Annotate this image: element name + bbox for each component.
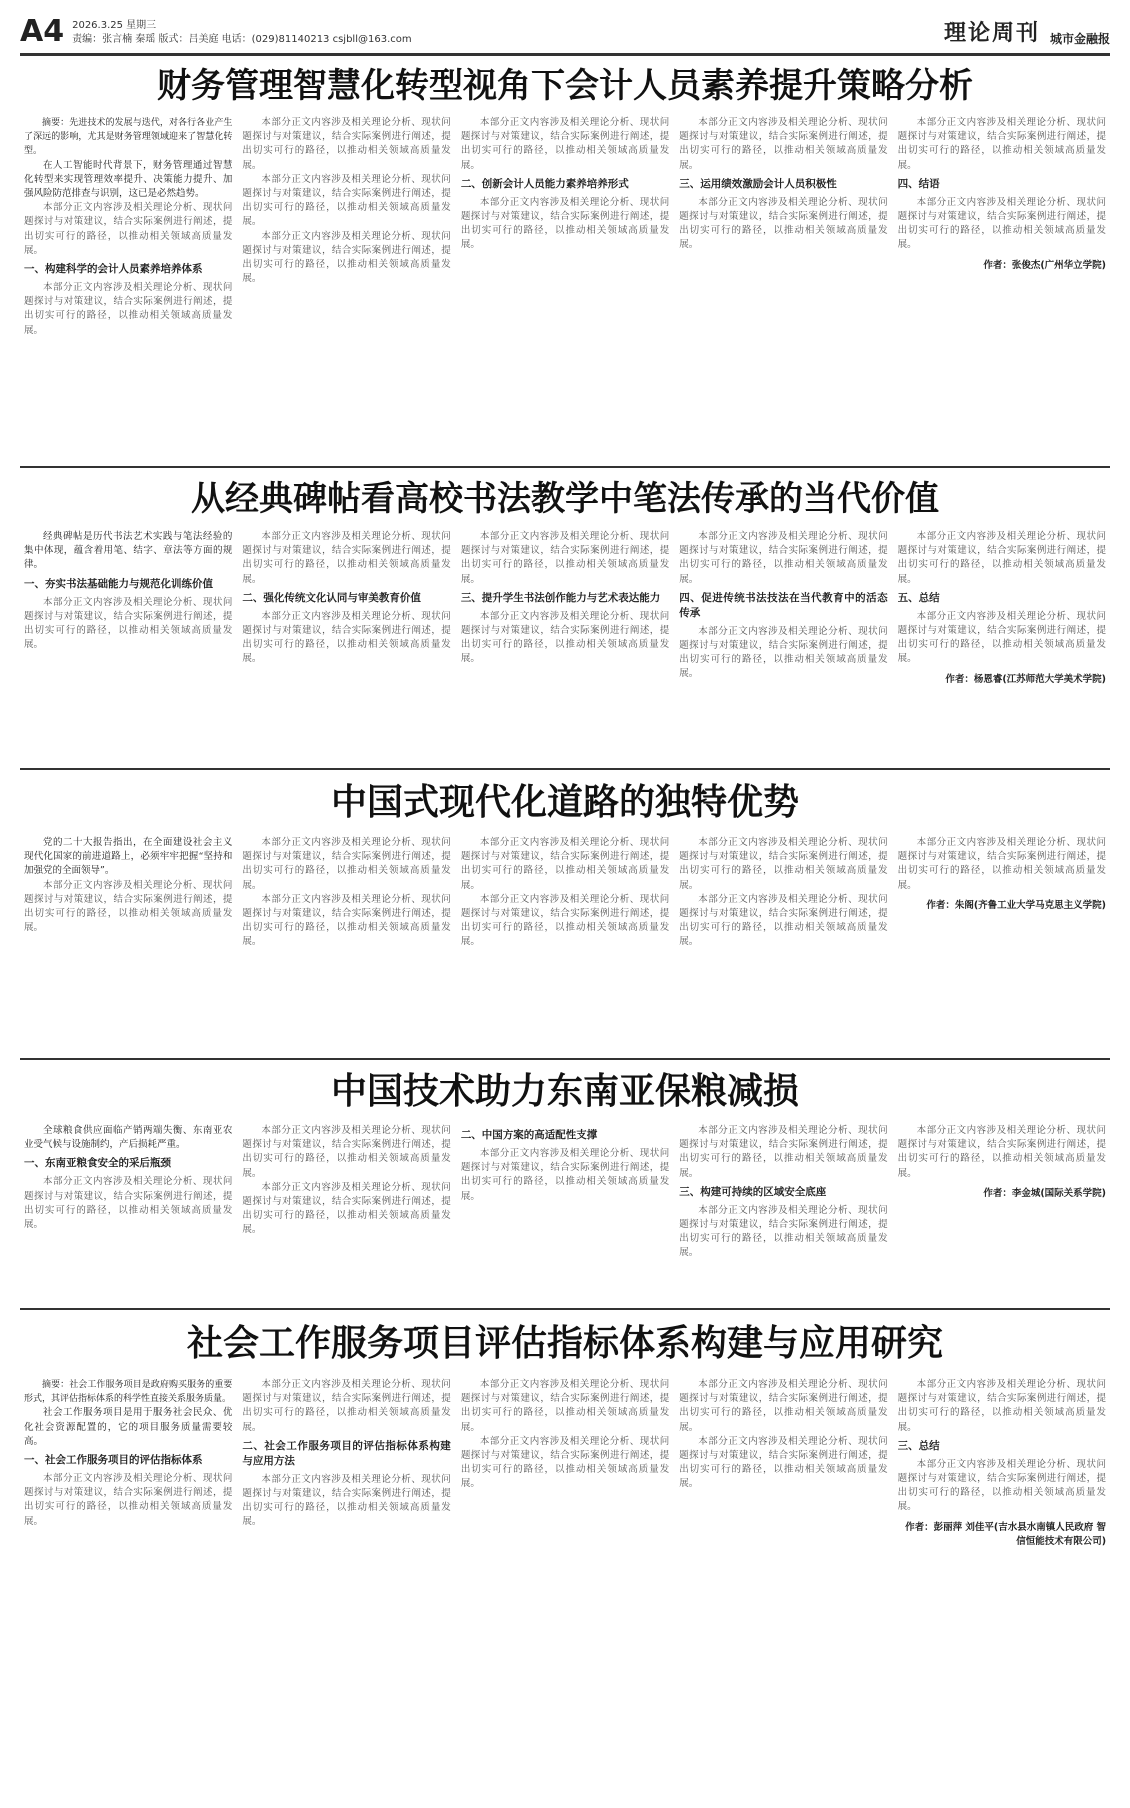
section-heading: 三、运用绩效激励会计人员积极性 [679, 177, 837, 190]
intro-paragraph: 全球粮食供应面临产销两端失衡、东南亚农业受气候与设施制约，产后损耗严重。 [24, 1125, 233, 1151]
section-heading: 三、提升学生书法创作能力与艺术表达能力 [460, 591, 661, 604]
body-text: 本部分正文内容涉及相关理论分析、现状问题探讨与对策建议，结合实际案例进行阐述，提出切实可行的路径，以推动相关领域高质量发展。 [242, 893, 451, 948]
article-column [679, 836, 887, 1050]
article-column [898, 1378, 1106, 1758]
body-text: 本部分正文内容涉及相关理论分析、现状问题探讨与对策建议，结合实际案例进行阐述，提出切实可行的路径，以推动相关领域高质量发展。 [679, 531, 888, 585]
article-column [242, 1378, 450, 1758]
body-text: 本部分正文内容涉及相关理论分析、现状问题探讨与对策建议，结合实际案例进行阐述，提出切实可行的路径，以推动相关领域高质量发展。 [460, 196, 670, 251]
body-text: 本部分正文内容涉及相关理论分析、现状问题探讨与对策建议，结合实际案例进行阐述，提出切实可行的路径，以推动相关领域高质量发展。 [897, 531, 1107, 585]
body-text: 本部分正文内容涉及相关理论分析、现状问题探讨与对策建议，结合实际案例进行阐述，提出切实可行的路径，以推动相关领域高质量发展。 [679, 1379, 888, 1433]
article-column [24, 530, 232, 758]
intro-paragraph: 党的二十大报告指出，在全面建设社会主义现代化国家的前进道路上，必须牢牢把握“坚持和加强党的全面领导”。 [24, 837, 233, 877]
body-text: 本部分正文内容涉及相关理论分析、现状问题探讨与对策建议，结合实际案例进行阐述，提出切实可行的路径，以推动相关领域高质量发展。 [460, 610, 670, 665]
body-text: 本部分正文内容涉及相关理论分析、现状问题探讨与对策建议，结合实际案例进行阐述，提出切实可行的路径，以推动相关领域高质量发展。 [460, 893, 670, 948]
body-text: 本部分正文内容涉及相关理论分析、现状问题探讨与对策建议，结合实际案例进行阐述，提出切实可行的路径，以推动相关领域高质量发展。 [897, 117, 1107, 171]
headline: 社会工作服务项目评估指标体系构建与应用研究 [186, 1323, 943, 1364]
article-column [24, 1124, 232, 1302]
body-text: 本部分正文内容涉及相关理论分析、现状问题探讨与对策建议，结合实际案例进行阐述，提出切实可行的路径，以推动相关领域高质量发展。 [24, 879, 233, 934]
intro-paragraph: 社会工作服务项目是用于服务社会民众、优化社会资源配置的，它的项目服务质量需要较高。 [24, 1407, 233, 1447]
body-text: 本部分正文内容涉及相关理论分析、现状问题探讨与对策建议，结合实际案例进行阐述，提出切实可行的路径，以推动相关领域高质量发展。 [24, 202, 233, 256]
page-number: A4 [20, 14, 65, 49]
body-text: 本部分正文内容涉及相关理论分析、现状问题探讨与对策建议，结合实际案例进行阐述，提出切实可行的路径，以推动相关领域高质量发展。 [679, 196, 888, 251]
body-text: 本部分正文内容涉及相关理论分析、现状问题探讨与对策建议，结合实际案例进行阐述，提出切实可行的路径，以推动相关领域高质量发展。 [460, 117, 670, 171]
section-heading: 四、促进传统书法技法在当代教育中的活态传承 [679, 591, 888, 619]
author-line: 作者：张俊杰(广州华立学院) [983, 259, 1107, 271]
page-header [20, 0, 1110, 56]
article-column [242, 116, 450, 456]
body-text: 本部分正文内容涉及相关理论分析、现状问题探讨与对策建议，结合实际案例进行阐述，提出切实可行的路径，以推动相关领域高质量发展。 [679, 117, 888, 171]
article-column [24, 116, 232, 456]
header-meta [72, 19, 412, 47]
body-text: 本部分正文内容涉及相关理论分析、现状问题探讨与对策建议，结合实际案例进行阐述，提出切实可行的路径，以推动相关领域高质量发展。 [24, 1176, 233, 1231]
section-heading: 二、中国方案的高适配性支撑 [460, 1129, 598, 1141]
article-column [461, 1124, 669, 1302]
body-text: 本部分正文内容涉及相关理论分析、现状问题探讨与对策建议，结合实际案例进行阐述，提出切实可行的路径，以推动相关领域高质量发展。 [242, 117, 451, 171]
article-column [898, 1124, 1106, 1302]
article-column [461, 116, 669, 456]
headline: 中国技术助力东南亚保粮减损 [330, 1071, 799, 1112]
body-text: 本部分正文内容涉及相关理论分析、现状问题探讨与对策建议，结合实际案例进行阐述，提出切实可行的路径，以推动相关领域高质量发展。 [242, 610, 451, 665]
body-text: 本部分正文内容涉及相关理论分析、现状问题探讨与对策建议，结合实际案例进行阐述，提出切实可行的路径，以推动相关领域高质量发展。 [679, 893, 888, 948]
article-column [242, 530, 450, 758]
body-text: 本部分正文内容涉及相关理论分析、现状问题探讨与对策建议，结合实际案例进行阐述，提出切实可行的路径，以推动相关领域高质量发展。 [24, 1473, 233, 1527]
article-column [679, 1378, 887, 1758]
headline: 从经典碑帖看高校书法教学中笔法传承的当代价值 [191, 479, 939, 519]
body-text: 本部分正文内容涉及相关理论分析、现状问题探讨与对策建议，结合实际案例进行阐述，提出切实可行的路径，以推动相关领域高质量发展。 [679, 1204, 888, 1259]
article-column [461, 530, 669, 758]
body-text: 本部分正文内容涉及相关理论分析、现状问题探讨与对策建议，结合实际案例进行阐述，提出切实可行的路径，以推动相关领域高质量发展。 [24, 282, 233, 336]
section-heading: 二、创新会计人员能力素养培养形式 [460, 177, 629, 190]
editor-info: 责编：张言楠 秦瑶 版式：吕美庭 电话：(029)81140213 csjbll@163.com [72, 34, 412, 45]
body-text: 本部分正文内容涉及相关理论分析、现状问题探讨与对策建议，结合实际案例进行阐述，提出切实可行的路径，以推动相关领域高质量发展。 [460, 1148, 670, 1202]
section-heading: 四、结语 [897, 177, 940, 190]
article-column [679, 116, 887, 456]
newspaper-page [20, 0, 1110, 1790]
article-5 [20, 1310, 1110, 1770]
article-column [898, 116, 1106, 456]
section-heading: 一、东南亚粮食安全的采后瓶颈 [24, 1157, 171, 1170]
section-heading: 二、社会工作服务项目的评估指标体系构建与应用方法 [242, 1439, 451, 1467]
intro-paragraph: 在人工智能时代背景下，财务管理通过智慧化转型来实现管理效率提升、决策能力提升、加强风险防范排查与识别，这已是必然趋势。 [24, 159, 233, 200]
body-text: 本部分正文内容涉及相关理论分析、现状问题探讨与对策建议，结合实际案例进行阐述，提出切实可行的路径，以推动相关领域高质量发展。 [242, 531, 451, 585]
article-1 [20, 56, 1110, 468]
body-text: 本部分正文内容涉及相关理论分析、现状问题探讨与对策建议，结合实际案例进行阐述，提出切实可行的路径，以推动相关领域高质量发展。 [460, 1435, 670, 1490]
body-text: 本部分正文内容涉及相关理论分析、现状问题探讨与对策建议，结合实际案例进行阐述，提出切实可行的路径，以推动相关领域高质量发展。 [24, 596, 233, 651]
body-text: 本部分正文内容涉及相关理论分析、现状问题探讨与对策建议，结合实际案例进行阐述，提出切实可行的路径，以推动相关领域高质量发展。 [460, 1379, 670, 1433]
body-text: 本部分正文内容涉及相关理论分析、现状问题探讨与对策建议，结合实际案例进行阐述，提出切实可行的路径，以推动相关领域高质量发展。 [460, 837, 670, 891]
author-line: 作者：李金城(国际关系学院) [983, 1187, 1107, 1199]
abstract: 摘要：先进技术的发展与迭代，对各行各业产生了深远的影响，尤其是财务管理领域迎来了智慧化转型。 [24, 118, 233, 157]
body-text: 本部分正文内容涉及相关理论分析、现状问题探讨与对策建议，结合实际案例进行阐述，提出切实可行的路径，以推动相关领域高质量发展。 [242, 1473, 451, 1528]
author-line: 作者：杨恩睿(江苏师范大学美术学院) [945, 673, 1107, 685]
body-text: 本部分正文内容涉及相关理论分析、现状问题探讨与对策建议，结合实际案例进行阐述，提出切实可行的路径，以推动相关领域高质量发展。 [242, 1379, 451, 1433]
section-heading: 一、社会工作服务项目的评估指标体系 [24, 1454, 203, 1467]
body-text: 本部分正文内容涉及相关理论分析、现状问题探讨与对策建议，结合实际案例进行阐述，提出切实可行的路径，以推动相关领域高质量发展。 [897, 1125, 1107, 1179]
headline: 财务管理智慧化转型视角下会计人员素养提升策略分析 [157, 66, 973, 106]
body-text: 本部分正文内容涉及相关理论分析、现状问题探讨与对策建议，结合实际案例进行阐述，提出切实可行的路径，以推动相关领域高质量发展。 [897, 1379, 1107, 1433]
article-column [898, 836, 1106, 1050]
article-4 [20, 1060, 1110, 1310]
article-column [242, 836, 450, 1050]
article-column [679, 530, 887, 758]
body-text: 本部分正文内容涉及相关理论分析、现状问题探讨与对策建议，结合实际案例进行阐述，提出切实可行的路径，以推动相关领域高质量发展。 [460, 531, 670, 585]
body-text: 本部分正文内容涉及相关理论分析、现状问题探讨与对策建议，结合实际案例进行阐述，提出切实可行的路径，以推动相关领域高质量发展。 [897, 1458, 1107, 1513]
article-column [242, 1124, 450, 1302]
author-line: 作者：朱阁(齐鲁工业大学马克思主义学院) [926, 899, 1107, 911]
article-column [24, 1378, 232, 1758]
body-text: 本部分正文内容涉及相关理论分析、现状问题探讨与对策建议，结合实际案例进行阐述，提出切实可行的路径，以推动相关领域高质量发展。 [897, 196, 1107, 251]
article-3 [20, 770, 1110, 1060]
intro-paragraph: 经典碑帖是历代书法艺术实践与笔法经验的集中体现，蕴含着用笔、结字、章法等方面的规律。 [24, 531, 233, 571]
author-line: 作者：彭丽萍 刘佳平(吉水县水南镇人民政府 智信恒能技术有限公司) [905, 1521, 1107, 1547]
section-heading: 一、夯实书法基础能力与规范化训练价值 [24, 577, 213, 590]
article-column [898, 530, 1106, 758]
article-column [24, 836, 232, 1050]
article-2 [20, 468, 1110, 770]
paper-name: 城市金融报 [1049, 32, 1110, 46]
section-heading: 二、强化传统文化认同与审美教育价值 [242, 591, 421, 604]
section-heading: 三、总结 [897, 1439, 940, 1452]
headline: 中国式现代化道路的独特优势 [330, 782, 799, 823]
section-heading: 五、总结 [897, 591, 940, 604]
body-text: 本部分正文内容涉及相关理论分析、现状问题探讨与对策建议，结合实际案例进行阐述，提出切实可行的路径，以推动相关领域高质量发展。 [897, 837, 1107, 891]
issue-date: 2026.3.25 星期三 [72, 20, 157, 31]
article-column [461, 836, 669, 1050]
body-text: 本部分正文内容涉及相关理论分析、现状问题探讨与对策建议，结合实际案例进行阐述，提出切实可行的路径，以推动相关领域高质量发展。 [242, 173, 451, 228]
body-text: 本部分正文内容涉及相关理论分析、现状问题探讨与对策建议，结合实际案例进行阐述，提出切实可行的路径，以推动相关领域高质量发展。 [242, 1181, 451, 1236]
article-column [461, 1378, 669, 1758]
article-column [679, 1124, 887, 1302]
body-text: 本部分正文内容涉及相关理论分析、现状问题探讨与对策建议，结合实际案例进行阐述，提出切实可行的路径，以推动相关领域高质量发展。 [897, 610, 1107, 665]
body-text: 本部分正文内容涉及相关理论分析、现状问题探讨与对策建议，结合实际案例进行阐述，提出切实可行的路径，以推动相关领域高质量发展。 [242, 230, 451, 285]
abstract: 摘要：社会工作服务项目是政府购买服务的重要形式，其评估指标体系的科学性直接关系服务质量。 [24, 1380, 233, 1405]
body-text: 本部分正文内容涉及相关理论分析、现状问题探讨与对策建议，结合实际案例进行阐述，提出切实可行的路径，以推动相关领域高质量发展。 [242, 1125, 451, 1179]
body-text: 本部分正文内容涉及相关理论分析、现状问题探讨与对策建议，结合实际案例进行阐述，提出切实可行的路径，以推动相关领域高质量发展。 [679, 625, 888, 680]
section-heading: 三、构建可持续的区域安全底座 [679, 1185, 827, 1198]
section-heading: 一、构建科学的会计人员素养培养体系 [24, 263, 203, 276]
section-title: 理论周刊 [943, 21, 1040, 46]
body-text: 本部分正文内容涉及相关理论分析、现状问题探讨与对策建议，结合实际案例进行阐述，提出切实可行的路径，以推动相关领域高质量发展。 [679, 837, 888, 891]
body-text: 本部分正文内容涉及相关理论分析、现状问题探讨与对策建议，结合实际案例进行阐述，提出切实可行的路径，以推动相关领域高质量发展。 [679, 1435, 888, 1490]
body-text: 本部分正文内容涉及相关理论分析、现状问题探讨与对策建议，结合实际案例进行阐述，提出切实可行的路径，以推动相关领域高质量发展。 [242, 837, 451, 891]
body-text: 本部分正文内容涉及相关理论分析、现状问题探讨与对策建议，结合实际案例进行阐述，提出切实可行的路径，以推动相关领域高质量发展。 [679, 1125, 888, 1179]
